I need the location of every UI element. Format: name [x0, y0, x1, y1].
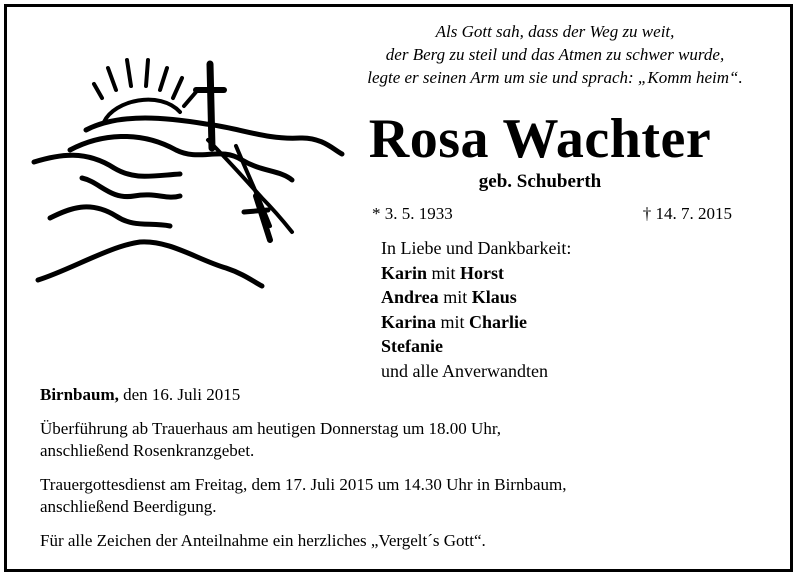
mourner-pair: [381, 285, 781, 310]
mourner-first: Andrea: [381, 287, 439, 307]
mourners-closing: und alle Anverwandten: [381, 360, 548, 381]
thanks-line: Für alle Zeichen der Anteilnahme ein herzliches „Vergelt´s Gott“.: [40, 531, 486, 550]
mourner-first: Karin: [381, 262, 428, 283]
mourner-first: Karina: [381, 311, 437, 332]
poem-line-3: legte er seinen Arm um sie und sprach: „Komm heim“.: [367, 68, 743, 87]
mourner-single: Stefanie: [381, 336, 443, 356]
mourner-second: Charlie: [469, 311, 528, 332]
service-line-2: anschließend Beerdigung.: [40, 497, 217, 516]
poem-line-2: der Berg zu steil und das Atmen zu schwer wurde,: [385, 45, 725, 64]
transfer-line-2: anschließend Rosenkranzgebet.: [40, 441, 255, 460]
mourners-intro: In Liebe und Dankbarkeit:: [381, 238, 572, 258]
mourner-second: Klaus: [471, 287, 517, 307]
place: Birnbaum,: [40, 385, 119, 404]
birth-date: * 3. 5. 1933: [372, 204, 453, 223]
poem-line-1: Als Gott sah, dass der Weg zu weit,: [435, 22, 675, 41]
transfer-info: [40, 418, 780, 462]
mourner-joiner: mit: [431, 262, 456, 283]
place-date-line: [40, 384, 780, 406]
notice-date: den 16. Juli 2015: [123, 385, 241, 404]
mourner-joiner: mit: [443, 287, 468, 307]
transfer-line-1: Überführung ab Trauerhaus am heutigen Donnerstag um 18.00 Uhr,: [40, 419, 502, 438]
funeral-details: [40, 384, 780, 552]
mourners-list: [381, 236, 781, 383]
mourner-second: Horst: [460, 262, 505, 283]
death-date: † 14. 7. 2015: [642, 204, 732, 223]
memorial-poem: [320, 20, 790, 89]
sunrise-mountains-cross-icon: [30, 50, 350, 295]
service-line-1: Trauergottesdienst am Freitag, dem 17. Juli 2015 um 14.30 Uhr in Birnbaum,: [40, 475, 567, 494]
deceased-name: Rosa Wachter: [368, 108, 712, 170]
mourner-pair: [381, 310, 781, 335]
mourner-pair: [381, 261, 781, 286]
mourner-joiner: mit: [440, 311, 465, 332]
maiden-name: geb. Schuberth: [478, 171, 602, 192]
service-info: [40, 474, 780, 518]
